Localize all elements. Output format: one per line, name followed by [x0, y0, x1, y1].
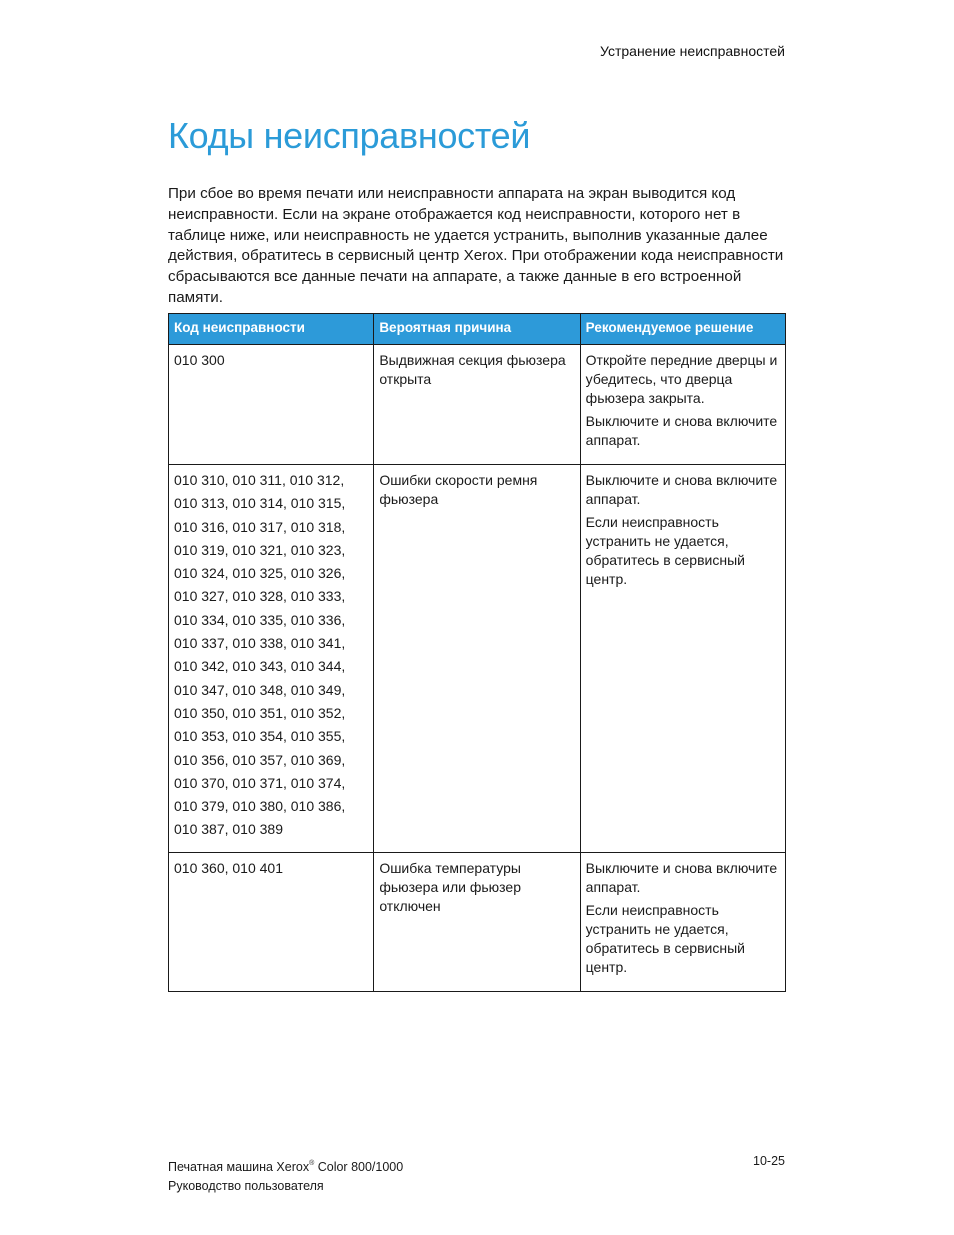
- product-model: Color 800/1000: [314, 1160, 404, 1174]
- solution-cell: [580, 345, 785, 465]
- solution-step: Выключите и снова включите аппарат.: [585, 859, 778, 895]
- solution-step: Если неисправность устранить не удается, обратитесь в сервисный центр.: [585, 514, 745, 587]
- header-probable-cause: Вероятная причина: [374, 314, 580, 345]
- cause-cell: [374, 345, 580, 465]
- solution-step: Выключите и снова включите аппарат.: [585, 413, 778, 448]
- product-name: Печатная машина Xerox: [168, 1160, 310, 1174]
- table-row: [169, 345, 786, 465]
- fault-code-cell: [169, 852, 374, 991]
- page-number: 10-25: [753, 1154, 785, 1168]
- intro-paragraph: При сбое во время печати или неисправности аппарата на экран выводится код неисправности. Если на экране отображается код неисправности, которого нет в таблице ниже, или неисправность не удается устранить, выполнив указанные далее действия, обратитесь в сервисный центр Xerox. При отображении кода неисправности сбрасываются все данные печати на аппарате, а также данные в его встроенной памяти.: [168, 185, 784, 306]
- solution-step: Если неисправность устранить не удается, обратитесь в сервисный центр.: [585, 901, 745, 975]
- cause-text: Ошибки скорости ремня фьюзера: [379, 472, 538, 507]
- table-row: [169, 852, 786, 991]
- fault-code-cell: [169, 465, 374, 853]
- fault-codes: 010 300: [174, 352, 225, 368]
- cause-text: Ошибка температуры фьюзера или фьюзер отключен: [379, 859, 521, 914]
- footer-product-info: [168, 1154, 403, 1196]
- footer-guide-title: Руководство пользователя: [168, 1179, 324, 1193]
- solution-cell: [580, 465, 785, 853]
- fault-code-cell: [169, 345, 374, 465]
- solution-cell: [580, 852, 785, 991]
- header-recommended-solution: Рекомендуемое решение: [580, 314, 785, 345]
- header-fault-code: Код неисправности: [169, 314, 374, 345]
- solution-step: Выключите и снова включите аппарат.: [585, 472, 778, 507]
- page-title: Коды неисправностей: [168, 115, 531, 156]
- fault-codes: 010 360, 010 401: [174, 859, 283, 876]
- running-header: Устранение неисправностей: [600, 43, 785, 59]
- table-row: [169, 465, 786, 853]
- cause-cell: [374, 465, 580, 853]
- cause-text: Выдвижная секция фьюзера открыта: [379, 352, 566, 387]
- table-header-row: [169, 314, 786, 345]
- fault-codes-table: [168, 313, 786, 992]
- cause-cell: [374, 852, 580, 991]
- footer-product-line: [168, 1154, 403, 1177]
- registered-mark: ®: [309, 1160, 315, 1167]
- solution-step: Откройте передние дверцы и убедитесь, что дверца фьюзера закрыта.: [585, 352, 778, 406]
- fault-codes: 010 310, 010 311, 010 312, 010 313, 010 314, 010 315, 010 316, 010 317, 010 318, 010 319, 010 321, 010 323, 010 324, 010 325, 010 326, 010 327, 010 328, 010 333, 010 334, 010 335, 010 336, 010 337, 010 338, 010 341, 010 342, 010 343, 010 344, 010 347, 010 348, 010 349, 010 350, 010 351, 010 352, 010 353, 010 354, 010 355, 010 356, 010 357, 010 369, 010 370, 010 371, 010 374, 010 379, 010 380, 010 386, 010 387, 010 389: [174, 472, 346, 838]
